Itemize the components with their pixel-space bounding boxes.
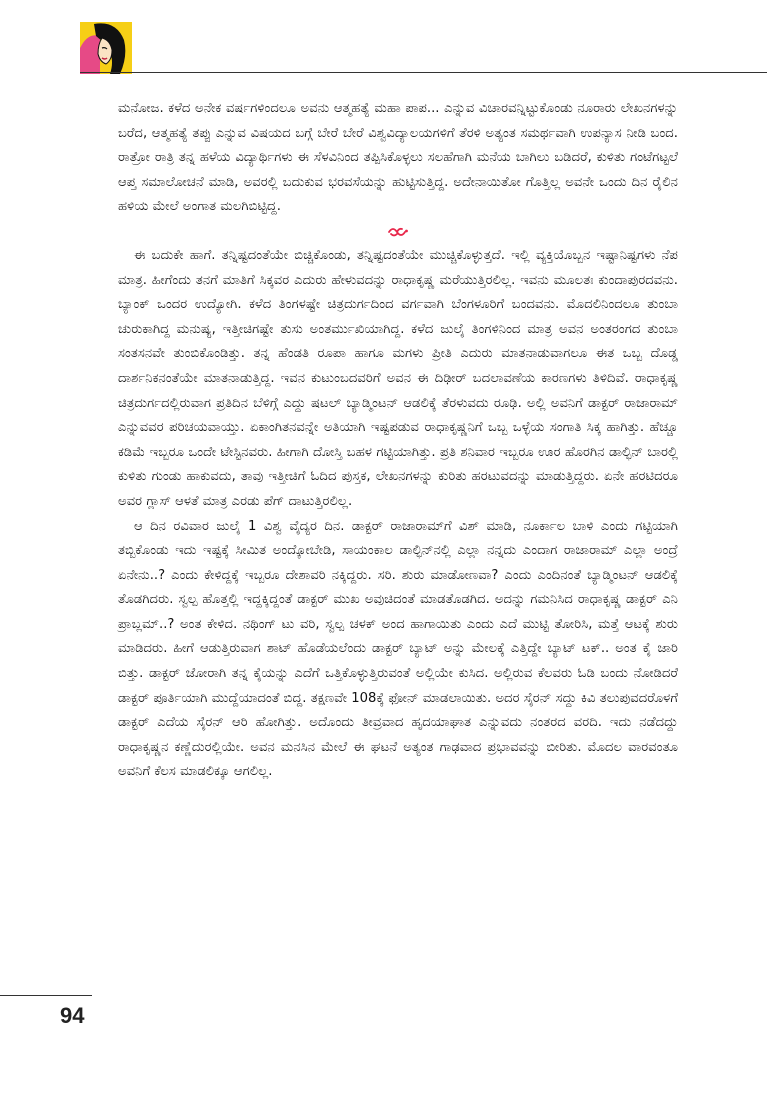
woman-face-logo-icon: [80, 22, 132, 74]
section-break-flourish-icon: [387, 225, 409, 239]
header-rule: [80, 72, 767, 73]
paragraph-1: ಮನೋಜ. ಕಳೆದ ಅನೇಕ ವರ್ಷಗಳಿಂದಲೂ ಅವನು ಆತ್ಮಹತ್ಯೆ ಮಹಾ ಪಾಪ... ಎನ್ನುವ ವಿಚಾರವನ್ನಿಟ್ಟುಕೊಂಡು ನೂರಾರು ಲೇಖನಗಳನ್ನು ಬರೆದ, ಆತ್ಮಹತ್ಯೆ ತಪ್ಪು ಎನ್ನುವ ವಿಷಯದ ಬಗ್ಗೆ ಬೇರೆ ಬೇರೆ ವಿಶ್ವವಿದ್ಯಾಲಯಗಳಿಗೆ ತೆರಳಿ ಅತ್ಯಂತ ಸಮರ್ಥವಾಗಿ ಉಪನ್ಯಾಸ ನೀಡಿ ಬಂದ. ರಾತ್ರೋ ರಾತ್ರಿ ತನ್ನ ಹಳೆಯ ವಿದ್ಯಾರ್ಥಿಗಳು ಈ ಸೆಳವಿನಿಂದ ತಪ್ಪಿಸಿಕೊಳ್ಳಲು ಸಲಹೆಗಾಗಿ ಮನೆಯ ಬಾಗಿಲು ಬಡಿದರೆ, ಕುಳಿತು ಗಂಟೆಗಟ್ಟಲೆ ಆಪ್ತ ಸಮಾಲೋಚನೆ ಮಾಡಿ, ಅವರಲ್ಲಿ ಬದುಕುವ ಭರವಸೆಯನ್ನು ಹುಟ್ಟಿಸುತ್ತಿದ್ದ. ಅದೇನಾಯಿತೋ ಗೊತ್ತಿಲ್ಲ ಅವನೇ ಒಂದು ದಿನ ರೈಲಿನ ಹಳಿಯ ಮೇಲೆ ಅಂಗಾತ ಮಲಗಿಬಿಟ್ಟಿದ್ದ.: [118, 101, 678, 215]
paragraph-3: ಆ ದಿನ ರವಿವಾರ ಜುಲೈ 1 ವಿಶ್ವ ವೈದ್ಯರ ದಿನ. ಡಾಕ್ಟರ್ ರಾಜಾರಾಮ್‌ಗೆ ವಿಶ್ ಮಾಡಿ, ನೂರ್ಕಾಲ ಬಾಳಿ ಎಂದು ಗಟ್ಟಿಯಾಗಿ ತಬ್ಬಿಕೊಂಡು ಇದು ಇಷ್ಟಕ್ಕೆ ಸೀಮಿತ ಅಂದ್ಕೋಬೇಡಿ, ಸಾಯಂಕಾಲ ಡಾಲ್ಫಿನ್‌ನಲ್ಲಿ ಎಲ್ಲಾ ನನ್ನದು ಎಂದಾಗ ರಾಜಾರಾಮ್ ಎಲ್ಲಾ ಅಂದ್ರೆ ಏನೇನು..? ಎಂದು ಕೇಳಿದ್ದಕ್ಕೆ ಇಬ್ಬರೂ ದೇಶಾವರಿ ನಕ್ಕಿದ್ದರು. ಸರಿ. ಶುರು ಮಾಡೋಣವಾ? ಎಂದು ಎಂದಿನಂತೆ ಬ್ಯಾಡ್ಮಿಂಟನ್ ಆಡಲಿಕ್ಕೆ ತೊಡಗಿದರು. ಸ್ವಲ್ಪ ಹೊತ್ತಲ್ಲಿ ಇದ್ದಕ್ಕಿದ್ದಂತೆ ಡಾಕ್ಟರ್ ಮುಖ ಅವುಚಿದಂತೆ ಮಾಡತೊಡಗಿದ. ಅದನ್ನು ಗಮನಿಸಿದ ರಾಧಾಕೃಷ್ಣ ಡಾಕ್ಟರ್ ಎನಿ ಪ್ರಾಬ್ಲಮ್..? ಅಂತ ಕೇಳಿದ. ನಥಿಂಗ್ ಟು ವರಿ, ಸ್ವಲ್ಪ ಚಳಕ್ ಅಂದ ಹಾಗಾಯಿತು ಎಂದು ಎದೆ ಮುಟ್ಟಿ ತೋರಿಸಿ, ಮತ್ತೆ ಆಟಕ್ಕೆ ಶುರು ಮಾಡಿದರು. ಹೀಗೆ ಆಡುತ್ತಿರುವಾಗ ಶಾಟ್ ಹೊಡೆಯಲೆಂದು ಡಾಕ್ಟರ್ ಬ್ಯಾಟ್ ಅನ್ನು ಮೇಲಕ್ಕೆ ಎತ್ತಿದ್ದೇ ಬ್ಯಾಟ್ ಟಕ್.. ಅಂತ ಕೈ ಜಾರಿ ಬಿತ್ತು. ಡಾಕ್ಟರ್ ಜೋರಾಗಿ ತನ್ನ ಕೈಯನ್ನು ಎದೆಗೆ ಒತ್ತಿಕೊಳ್ಳುತ್ತಿರುವಂತೆ ಅಲ್ಲಿಯೇ ಕುಸಿದ. ಅಲ್ಲಿರುವ ಕೆಲವರು ಓಡಿ ಬಂದು ನೋಡಿದರೆ ಡಾಕ್ಟರ್ ಪೂರ್ತಿಯಾಗಿ ಮುದ್ದೆಯಾದಂತೆ ಬಿದ್ದ. ತಕ್ಷಣವೇ 108ಕ್ಕೆ ಫೋನ್ ಮಾಡಲಾಯಿತು. ಅದರ ಸೈರನ್ ಸದ್ದು ಕಿವಿ ತಲುಪುವದರೊಳಗೆ ಡಾಕ್ಟರ್ ಎದೆಯ ಸೈರನ್ ಆರಿ ಹೋಗಿತ್ತು. ಅದೊಂದು ತೀವ್ರವಾದ ಹೃದಯಾಘಾತ ಎನ್ನುವದು ನಂತರದ ವರದಿ. ಇದು ನಡೆದದ್ದು ರಾಧಾಕೃಷ್ಣನ ಕಣ್ಣೆದುರಲ್ಲಿಯೇ. ಅವನ ಮನಸಿನ ಮೇಲೆ ಈ ಘಟನೆ ಅತ್ಯಂತ ಗಾಢವಾದ ಪ್ರಭಾವವನ್ನು ಬೀರಿತು. ಮೊದಲ ವಾರವಂತೂ ಅವನಿಗೆ ಕೆಲಸ ಮಾಡಲಿಕ್ಕೂ ಆಗಲಿಲ್ಲ.: [118, 518, 678, 780]
magazine-logo: [80, 22, 132, 74]
article-body: [118, 97, 678, 785]
page-number: 94: [60, 1003, 85, 1028]
footer-rule: [0, 995, 92, 996]
section-break: [118, 220, 678, 244]
paragraph-2: ಈ ಬದುಕೇ ಹಾಗೆ. ತನ್ನಿಷ್ಟದಂತೆಯೇ ಬಿಚ್ಚಿಕೊಂಡು, ತನ್ನಿಷ್ಟದಂತೆಯೇ ಮುಚ್ಚಿಕೊಳ್ಳುತ್ತದೆ. ಇಲ್ಲಿ ವ್ಯಕ್ತಿಯೊಬ್ಬನ ಇಷ್ಟಾನಿಷ್ಟಗಳು ನೆಪ ಮಾತ್ರ. ಹೀಗೆಂದು ತನಗೆ ಮಾತಿಗೆ ಸಿಕ್ಕವರ ಎದುರು ಹೇಳುವದನ್ನು ರಾಧಾಕೃಷ್ಣ ಮರೆಯುತ್ತಿರಲಿಲ್ಲ. ಇವನು ಮೂಲತಃ ಕುಂದಾಪುರದವನು. ಬ್ಯಾಂಕ್ ಒಂದರ ಉದ್ಯೋಗಿ. ಕಳೆದ ತಿಂಗಳಷ್ಟೇ ಚಿತ್ರದುರ್ಗದಿಂದ ವರ್ಗವಾಗಿ ಬೆಂಗಳೂರಿಗೆ ಬಂದವನು. ಮೊದಲಿನಿಂದಲೂ ತುಂಬಾ ಚುರುಕಾಗಿದ್ದ ಮನುಷ್ಯ, ಇತ್ತೀಚಿಗಷ್ಟೇ ತುಸು ಅಂತರ್ಮುಖಿಯಾಗಿದ್ದ. ಕಳೆದ ಜುಲೈ ತಿಂಗಳಿನಿಂದ ಮಾತ್ರ ಅವನ ಅಂತರಂಗದ ತುಂಬಾ ಸಂತಸನವೇ ತುಂಬಿಕೊಂಡಿತ್ತು. ತನ್ನ ಹೆಂಡತಿ ರೂಪಾ ಹಾಗೂ ಮಗಳು ಪ್ರೀತಿ ಎದುರು ಮಾತನಾಡುವಾಗಲೂ ಈತ ಒಬ್ಬ ದೊಡ್ಡ ದಾರ್ಶನಿಕನಂತೆಯೇ ಮಾತನಾಡುತ್ತಿದ್ದ. ಇವನ ಕುಟುಂಬದವರಿಗೆ ಅವನ ಈ ದಿಢೀರ್ ಬದಲಾವಣೆಯ ಕಾರಣಗಳು ತಿಳಿದಿವೆ. ರಾಧಾಕೃಷ್ಣ ಚಿತ್ರದುರ್ಗದಲ್ಲಿರುವಾಗ ಪ್ರತಿದಿನ ಬೆಳಿಗ್ಗೆ ಎದ್ದು ಷಟಲ್ ಬ್ಯಾಡ್ಮಿಂಟನ್ ಆಡಲಿಕ್ಕೆ ತೆರಳುವದು ರೂಢಿ. ಅಲ್ಲಿ ಅವನಿಗೆ ಡಾಕ್ಟರ್ ರಾಜಾರಾಮ್ ಎನ್ನುವವರ ಪರಿಚಯವಾಯ್ತು. ಏಕಾಂಗಿತನವನ್ನೇ ಅತಿಯಾಗಿ ಇಷ್ಟಪಡುವ ರಾಧಾಕೃಷ್ಣನಿಗೆ ಒಬ್ಬ ಒಳ್ಳೆಯ ಸಂಗಾತಿ ಸಿಕ್ಕ ಹಾಗಿತ್ತು. ಹೆಚ್ಚೂ ಕಡಿಮೆ ಇಬ್ಬರೂ ಒಂದೇ ಟೇಸ್ಟಿನವರು. ಹೀಗಾಗಿ ದೋಸ್ತಿ ಬಹಳ ಗಟ್ಟಿಯಾಗಿತ್ತು. ಪ್ರತಿ ಶನಿವಾರ ಇಬ್ಬರೂ ಊರ ಹೊರಗಿನ ಡಾಲ್ಫಿನ್ ಬಾರಲ್ಲಿ ಕುಳಿತು ಗುಂಡು ಹಾಕುವದು, ತಾವು ಇತ್ತೀಚಿಗೆ ಓದಿದ ಪುಸ್ತಕ, ಲೇಖನಗಳನ್ನು ಕುರಿತು ಹರಟುವದನ್ನು ಮಾಡುತ್ತಿದ್ದರು. ಏನೇ ಹರಟಿದರೂ ಅವರ ಗ್ಲಾಸ್ ಆಳತೆ ಮಾತ್ರ ಎರಡು ಪೆಗ್ ದಾಟುತ್ತಿರಲಿಲ್ಲ.: [118, 247, 678, 509]
